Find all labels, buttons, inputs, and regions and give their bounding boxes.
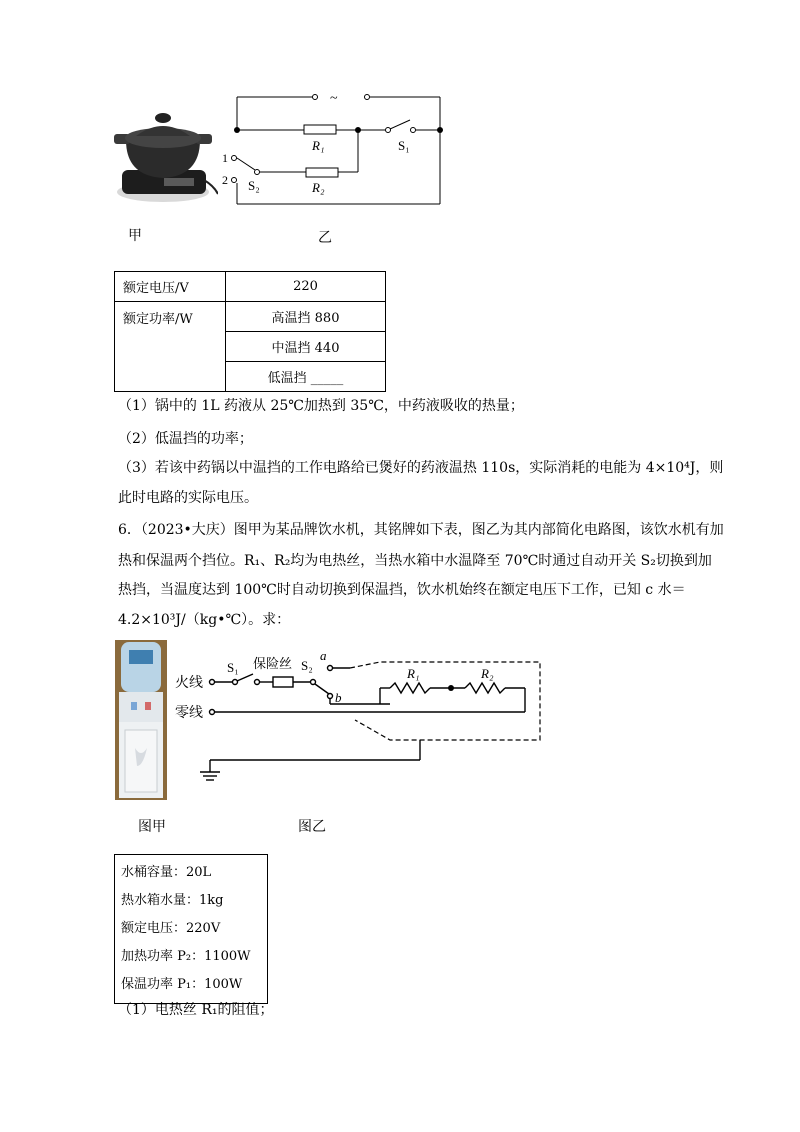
- fig2-label-jia: 图甲: [138, 819, 166, 835]
- q6-sub1: （1）电热丝 R₁的阻值；: [118, 1002, 274, 1018]
- r1-label: R₁: [312, 138, 325, 153]
- s2-label: S₂: [248, 178, 260, 193]
- fig2-label-yi: 图乙: [298, 819, 326, 835]
- s2-label: S₂: [301, 658, 313, 673]
- fig1-label-yi: 乙: [318, 230, 332, 246]
- table-cell-value: 低温挡 _____: [226, 362, 386, 392]
- terminal-a-label: a: [320, 648, 327, 663]
- q6-line2: 热和保温两个挡位。R₁、R₂均为电热丝，当热水箱中水温降至 70℃时通过自动开关 S₂切换到加: [118, 553, 712, 569]
- table-cell-value: 220: [226, 272, 386, 302]
- q6-line3: 热挡，当温度达到 100℃时自动切换到保温挡，饮水机始终在额定电压下工作，已知 c 水＝: [118, 582, 686, 598]
- q5-sub2: （2）低温挡的功率；: [118, 431, 253, 447]
- table-row: [115, 272, 386, 302]
- fig1-label-jia: 甲: [128, 228, 142, 244]
- s1-label: S₁: [227, 660, 239, 675]
- medicine-pot-photo: [108, 100, 218, 210]
- fuse-label: 保险丝: [253, 657, 293, 672]
- q5-sub3-line2: 此时电路的实际电压。: [118, 490, 258, 506]
- r2-label: R₂: [312, 180, 325, 195]
- rated-spec-table: [114, 271, 386, 392]
- terminal-1-label: 1: [222, 151, 228, 165]
- nameplate-line: 额定电压：220V: [121, 921, 221, 936]
- nameplate-line: 加热功率 P₂：1100W: [121, 949, 251, 964]
- terminal-b-label: b: [335, 690, 342, 705]
- r2-label: R₂: [481, 666, 494, 681]
- circuit-diagram-yi: [220, 82, 450, 212]
- table-cell-label: 额定电压/V: [115, 272, 226, 302]
- nameplate-line: 保温功率 P₁：100W: [121, 977, 243, 992]
- table-cell-label: 额定功率/W: [115, 302, 226, 392]
- q6-line4: 4.2×10³J/（kg•℃）。求：: [118, 612, 291, 628]
- q6-line1: 6．（2023•大庆）图甲为某品牌饮水机，其铭牌如下表，图乙为其内部简化电路图，该饮水机有加: [118, 522, 724, 538]
- table-cell-value: 高温挡 880: [226, 302, 386, 332]
- live-wire-label: 火线: [175, 675, 203, 691]
- table-cell-value: 中温挡 440: [226, 332, 386, 362]
- nameplate-box: [114, 854, 268, 1004]
- r1-label: R₁: [407, 666, 420, 681]
- neutral-wire-label: 零线: [175, 705, 203, 721]
- nameplate-line: 热水箱水量：1kg: [121, 893, 224, 908]
- dispenser-circuit-diagram: [175, 640, 550, 785]
- nameplate-line: 水桶容量：20L: [121, 865, 212, 880]
- s1-label: S₁: [398, 138, 410, 153]
- q5-sub3-line1: （3）若该中药锅以中温挡的工作电路给已煲好的药液温热 110s，实际消耗的电能为 4×10⁴J，则: [118, 460, 724, 476]
- ac-source-symbol: ~: [330, 91, 338, 106]
- q5-sub1: （1）锅中的 1L 药液从 25℃加热到 35℃，中药液吸收的热量；: [118, 398, 524, 414]
- terminal-2-label: 2: [222, 173, 228, 187]
- water-dispenser-photo: [115, 640, 167, 800]
- table-row: [115, 302, 386, 332]
